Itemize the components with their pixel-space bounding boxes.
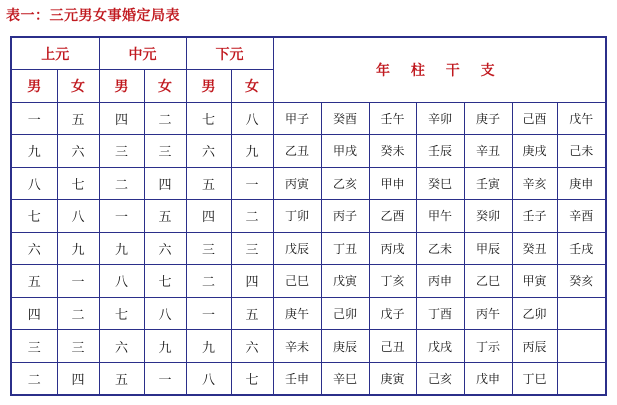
gua-number-cell: 九 <box>231 135 273 168</box>
ganzhi-cell: 乙丑 <box>273 135 321 168</box>
table-row <box>11 297 606 330</box>
gua-number-cell: 八 <box>144 297 186 330</box>
ganzhi-cell: 丙子 <box>321 200 369 233</box>
gua-number-cell: 八 <box>57 200 99 233</box>
ganzhi-cell: 庚申 <box>557 167 606 200</box>
gua-number-cell: 二 <box>186 265 231 298</box>
header-row-groups <box>11 37 606 70</box>
ganzhi-cell: 乙亥 <box>321 167 369 200</box>
ganzhi-cell <box>557 297 606 330</box>
ganzhi-cell: 戊辰 <box>273 232 321 265</box>
ganzhi-cell: 癸卯 <box>464 200 512 233</box>
table-row <box>11 135 606 168</box>
gua-number-cell: 一 <box>144 362 186 395</box>
ganzhi-cell: 庚子 <box>464 102 512 135</box>
gua-number-cell: 四 <box>231 265 273 298</box>
gua-number-cell: 四 <box>57 362 99 395</box>
ganzhi-cell: 乙卯 <box>512 297 557 330</box>
gua-number-cell: 六 <box>231 330 273 363</box>
gua-number-cell: 九 <box>57 232 99 265</box>
ganzhi-cell: 癸丑 <box>512 232 557 265</box>
gua-number-cell: 三 <box>144 135 186 168</box>
ganzhi-cell: 己巳 <box>273 265 321 298</box>
ganzhi-cell: 壬寅 <box>464 167 512 200</box>
ganzhi-cell: 丁示 <box>464 330 512 363</box>
gua-number-cell: 五 <box>144 200 186 233</box>
group-header-lower: 下元 <box>186 37 273 70</box>
ganzhi-cell: 壬午 <box>369 102 416 135</box>
ganzhi-cell: 丁亥 <box>369 265 416 298</box>
ganzhi-cell <box>557 362 606 395</box>
ganzhi-cell: 丙辰 <box>512 330 557 363</box>
ganzhi-cell: 戊寅 <box>321 265 369 298</box>
gua-number-cell: 八 <box>186 362 231 395</box>
ganzhi-cell: 乙酉 <box>369 200 416 233</box>
table-row <box>11 362 606 395</box>
male-header: 男 <box>11 70 57 103</box>
ganzhi-cell: 丁巳 <box>512 362 557 395</box>
ganzhi-cell: 甲戌 <box>321 135 369 168</box>
gua-number-cell: 二 <box>57 297 99 330</box>
ganzhi-cell: 甲寅 <box>512 265 557 298</box>
ganzhi-cell: 甲辰 <box>464 232 512 265</box>
ganzhi-cell: 己亥 <box>416 362 464 395</box>
ganzhi-cell: 庚戌 <box>512 135 557 168</box>
table-row <box>11 200 606 233</box>
table-title: 表一：三元男女事婚定局表 <box>6 8 180 24</box>
ganzhi-cell: 丙申 <box>416 265 464 298</box>
gua-number-cell: 四 <box>11 297 57 330</box>
gua-number-cell: 五 <box>57 102 99 135</box>
gua-number-cell: 八 <box>11 167 57 200</box>
ganzhi-cell: 丁酉 <box>416 297 464 330</box>
gua-number-cell: 八 <box>99 265 144 298</box>
ganzhi-cell: 辛卯 <box>416 102 464 135</box>
table-row <box>11 232 606 265</box>
gua-number-cell: 四 <box>99 102 144 135</box>
ganzhi-cell: 癸未 <box>369 135 416 168</box>
gua-number-cell: 三 <box>11 330 57 363</box>
group-header-middle: 中元 <box>99 37 186 70</box>
gua-number-cell: 三 <box>99 135 144 168</box>
gua-number-cell: 二 <box>99 167 144 200</box>
gua-number-cell: 一 <box>11 102 57 135</box>
gua-number-cell: 五 <box>231 297 273 330</box>
ganzhi-cell: 甲午 <box>416 200 464 233</box>
ganzhi-cell: 己酉 <box>512 102 557 135</box>
ganzhi-cell: 庚午 <box>273 297 321 330</box>
ganzhi-cell: 己未 <box>557 135 606 168</box>
ganzhi-cell: 癸酉 <box>321 102 369 135</box>
gua-number-cell: 九 <box>144 330 186 363</box>
ganzhi-cell: 戊午 <box>557 102 606 135</box>
ganzhi-cell: 辛丑 <box>464 135 512 168</box>
ganzhi-cell: 辛酉 <box>557 200 606 233</box>
gua-number-cell: 五 <box>186 167 231 200</box>
gua-number-cell: 七 <box>186 102 231 135</box>
gua-number-cell: 七 <box>144 265 186 298</box>
ganzhi-cell: 壬申 <box>273 362 321 395</box>
ganzhi-cell: 丙戌 <box>369 232 416 265</box>
ganzhi-cell: 己卯 <box>321 297 369 330</box>
gua-number-cell: 七 <box>231 362 273 395</box>
ganzhi-cell: 癸亥 <box>557 265 606 298</box>
gua-number-cell: 四 <box>144 167 186 200</box>
table-row <box>11 330 606 363</box>
ganzhi-cell: 辛未 <box>273 330 321 363</box>
male-header: 男 <box>186 70 231 103</box>
ganzhi-cell: 丙午 <box>464 297 512 330</box>
gua-number-cell: 一 <box>57 265 99 298</box>
gua-number-cell: 六 <box>144 232 186 265</box>
ganzhi-cell: 癸巳 <box>416 167 464 200</box>
ganzhi-cell: 戊申 <box>464 362 512 395</box>
ganzhi-cell: 壬子 <box>512 200 557 233</box>
gua-number-cell: 五 <box>11 265 57 298</box>
ganzhi-cell: 壬辰 <box>416 135 464 168</box>
female-header: 女 <box>57 70 99 103</box>
male-header: 男 <box>99 70 144 103</box>
ganzhi-cell: 乙未 <box>416 232 464 265</box>
table-row <box>11 102 606 135</box>
ganzhi-cell: 甲子 <box>273 102 321 135</box>
gua-number-cell: 八 <box>231 102 273 135</box>
ganzhi-cell: 己丑 <box>369 330 416 363</box>
ganzhi-cell: 庚寅 <box>369 362 416 395</box>
gua-number-cell: 二 <box>231 200 273 233</box>
gua-number-cell: 九 <box>186 330 231 363</box>
ganzhi-cell: 甲申 <box>369 167 416 200</box>
gua-number-cell: 六 <box>57 135 99 168</box>
gua-number-cell: 三 <box>57 330 99 363</box>
ganzhi-cell: 壬戌 <box>557 232 606 265</box>
ganzhi-cell: 辛亥 <box>512 167 557 200</box>
gua-number-cell: 四 <box>186 200 231 233</box>
gua-number-cell: 七 <box>99 297 144 330</box>
ganzhi-cell: 丁卯 <box>273 200 321 233</box>
gua-number-cell: 五 <box>99 362 144 395</box>
gua-number-cell: 一 <box>231 167 273 200</box>
gua-number-cell: 三 <box>231 232 273 265</box>
gua-number-cell: 一 <box>186 297 231 330</box>
gua-number-cell: 二 <box>144 102 186 135</box>
female-header: 女 <box>231 70 273 103</box>
year-pillar-header: 年 柱 干 支 <box>273 37 606 102</box>
gua-number-cell: 九 <box>11 135 57 168</box>
gua-number-cell: 六 <box>99 330 144 363</box>
gua-number-cell: 二 <box>11 362 57 395</box>
gua-number-cell: 六 <box>186 135 231 168</box>
marriage-table <box>10 36 607 396</box>
gua-number-cell: 七 <box>57 167 99 200</box>
ganzhi-cell: 辛巳 <box>321 362 369 395</box>
gua-number-cell: 九 <box>99 232 144 265</box>
table-row <box>11 167 606 200</box>
table-row <box>11 265 606 298</box>
ganzhi-cell: 戊戌 <box>416 330 464 363</box>
gua-number-cell: 六 <box>11 232 57 265</box>
female-header: 女 <box>144 70 186 103</box>
ganzhi-cell: 乙巳 <box>464 265 512 298</box>
group-header-upper: 上元 <box>11 37 99 70</box>
ganzhi-cell: 丙寅 <box>273 167 321 200</box>
ganzhi-cell: 丁丑 <box>321 232 369 265</box>
ganzhi-cell: 戊子 <box>369 297 416 330</box>
gua-number-cell: 一 <box>99 200 144 233</box>
gua-number-cell: 七 <box>11 200 57 233</box>
ganzhi-cell: 庚辰 <box>321 330 369 363</box>
gua-number-cell: 三 <box>186 232 231 265</box>
ganzhi-cell <box>557 330 606 363</box>
